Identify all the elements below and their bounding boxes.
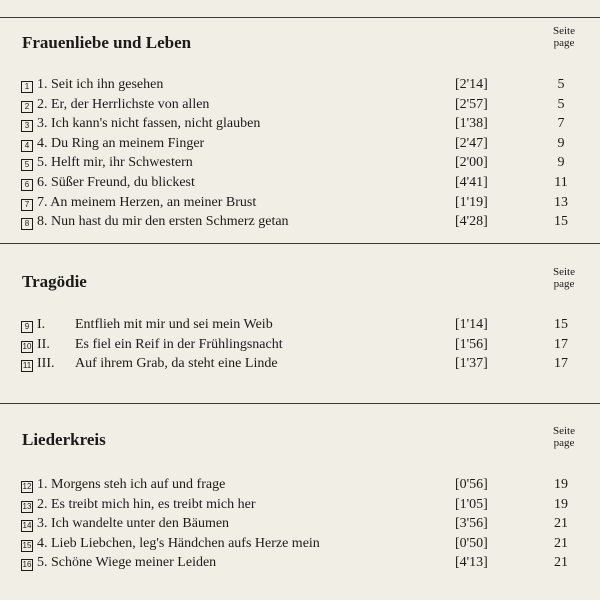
track-number-box: 16: [22, 560, 32, 570]
track-number-box: 2: [21, 101, 33, 113]
track-title: 1. Morgens steh ich auf und frage: [37, 477, 226, 492]
track-title: 2. Er, der Herrlichste von allen: [37, 96, 210, 112]
track-title: 2. Es treibt mich hin, es treibt mich her: [37, 496, 256, 512]
track-row: [0, 77, 600, 97]
page-column-header: [545, 266, 583, 290]
track-row: [0, 337, 600, 357]
track-title: 4. Lieb Liebchen, leg's Händchen aufs Herze mein: [37, 535, 320, 551]
track-page: 7: [557, 116, 565, 132]
track-page: 15: [554, 317, 568, 332]
track-row: [0, 497, 600, 517]
track-row: [0, 555, 600, 575]
track-page: 5: [557, 96, 565, 112]
page-header-label-en: page: [553, 278, 575, 290]
track-row: [0, 356, 600, 376]
track-duration: [1'19]: [455, 194, 488, 210]
track-number-box: 12: [22, 482, 32, 491]
track-number-box: 13: [22, 501, 32, 511]
track-number-box: 11: [22, 361, 32, 371]
track-title: 3. Ich wandelte unter den Bäumen: [37, 516, 230, 532]
track-title: 5. Helft mir, ihr Schwestern: [37, 155, 193, 171]
track-title: 4. Du Ring an meinem Finger: [37, 135, 205, 151]
page-column-header: [545, 425, 583, 449]
track-row: [0, 214, 600, 234]
track-number-box: 10: [22, 341, 32, 351]
track-number-box: 5: [21, 159, 33, 171]
track-duration: [0'56]: [455, 477, 488, 492]
track-number-box: 6: [21, 179, 33, 191]
track-page: 9: [557, 155, 565, 171]
track-duration: [2'57]: [455, 96, 488, 112]
track-duration: [1'38]: [455, 116, 488, 132]
track-row: [0, 155, 600, 175]
track-number-box: 14: [22, 521, 32, 531]
track-number-box: 7: [21, 199, 33, 211]
track-title: Auf ihrem Grab, da steht eine Linde: [75, 356, 278, 372]
track-title: 7. An meinem Herzen, an meiner Brust: [37, 194, 257, 210]
page-header-label-en: page: [553, 437, 575, 449]
track-row: [0, 116, 600, 136]
track-roman-numeral: III.: [37, 356, 55, 372]
track-title: 5. Schöne Wiege meiner Leiden: [37, 555, 217, 571]
page-header-label-en: page: [553, 37, 575, 49]
track-duration: [3'56]: [455, 516, 488, 532]
track-title: 1. Seit ich ihn gesehen: [37, 77, 164, 92]
page-header-label: Seite: [553, 266, 575, 278]
section-divider-1: [0, 243, 600, 244]
track-page: 17: [554, 356, 568, 372]
page-header-label: Seite: [553, 25, 575, 37]
track-row: [0, 516, 600, 536]
track-page: 5: [557, 77, 565, 92]
section-title: Frauenliebe und Leben: [22, 33, 192, 52]
track-row: [0, 317, 600, 337]
section-title: Tragödie: [22, 272, 87, 291]
track-duration: [0'50]: [455, 535, 488, 551]
track-duration: [4'41]: [455, 175, 488, 190]
track-page: 9: [557, 135, 565, 151]
track-title: Entflieh mit mir und sei mein Weib: [75, 317, 273, 332]
track-page: 13: [554, 194, 568, 210]
track-page: 21: [554, 535, 568, 551]
page-header-label: Seite: [553, 425, 575, 437]
track-duration: [4'13]: [455, 555, 488, 571]
track-number-box: 3: [21, 120, 33, 132]
track-title: 3. Ich kann's nicht fassen, nicht glauben: [37, 116, 261, 132]
track-roman-numeral: II.: [37, 336, 50, 352]
track-duration: [1'56]: [455, 336, 488, 352]
track-number-box: 4: [21, 140, 33, 152]
track-duration: [2'47]: [455, 135, 488, 151]
track-page: 19: [554, 477, 568, 492]
track-row: [0, 195, 600, 215]
track-duration: [2'00]: [455, 155, 488, 171]
track-duration: [2'14]: [455, 77, 488, 92]
track-page: 11: [554, 175, 568, 190]
section-title: Liederkreis: [22, 430, 106, 449]
track-page: 19: [554, 496, 568, 512]
track-title: Es fiel ein Reif in der Frühlingsnacht: [75, 336, 283, 352]
track-duration: [4'28]: [455, 214, 488, 230]
track-number-box: 15: [22, 540, 32, 550]
track-row: [0, 536, 600, 556]
track-duration: [1'05]: [455, 496, 488, 512]
track-page: 21: [554, 555, 568, 571]
track-duration: [1'14]: [455, 317, 488, 332]
track-number-box: 8: [21, 218, 33, 230]
track-page: 17: [554, 336, 568, 352]
track-roman-numeral: I.: [37, 317, 46, 332]
track-number-box: 1: [21, 81, 33, 93]
track-row: [0, 97, 600, 117]
track-row: [0, 136, 600, 156]
section-divider-2: [0, 403, 600, 404]
track-row: [0, 175, 600, 195]
track-page: 21: [554, 516, 568, 532]
track-title: 8. Nun hast du mir den ersten Schmerz getan: [37, 214, 289, 230]
page-column-header: [545, 25, 583, 49]
track-number-box: 9: [21, 321, 33, 333]
track-page: 15: [554, 214, 568, 230]
top-rule: [0, 17, 600, 18]
track-duration: [1'37]: [455, 356, 488, 372]
track-row: [0, 477, 600, 497]
track-title: 6. Süßer Freund, du blickest: [37, 175, 195, 190]
